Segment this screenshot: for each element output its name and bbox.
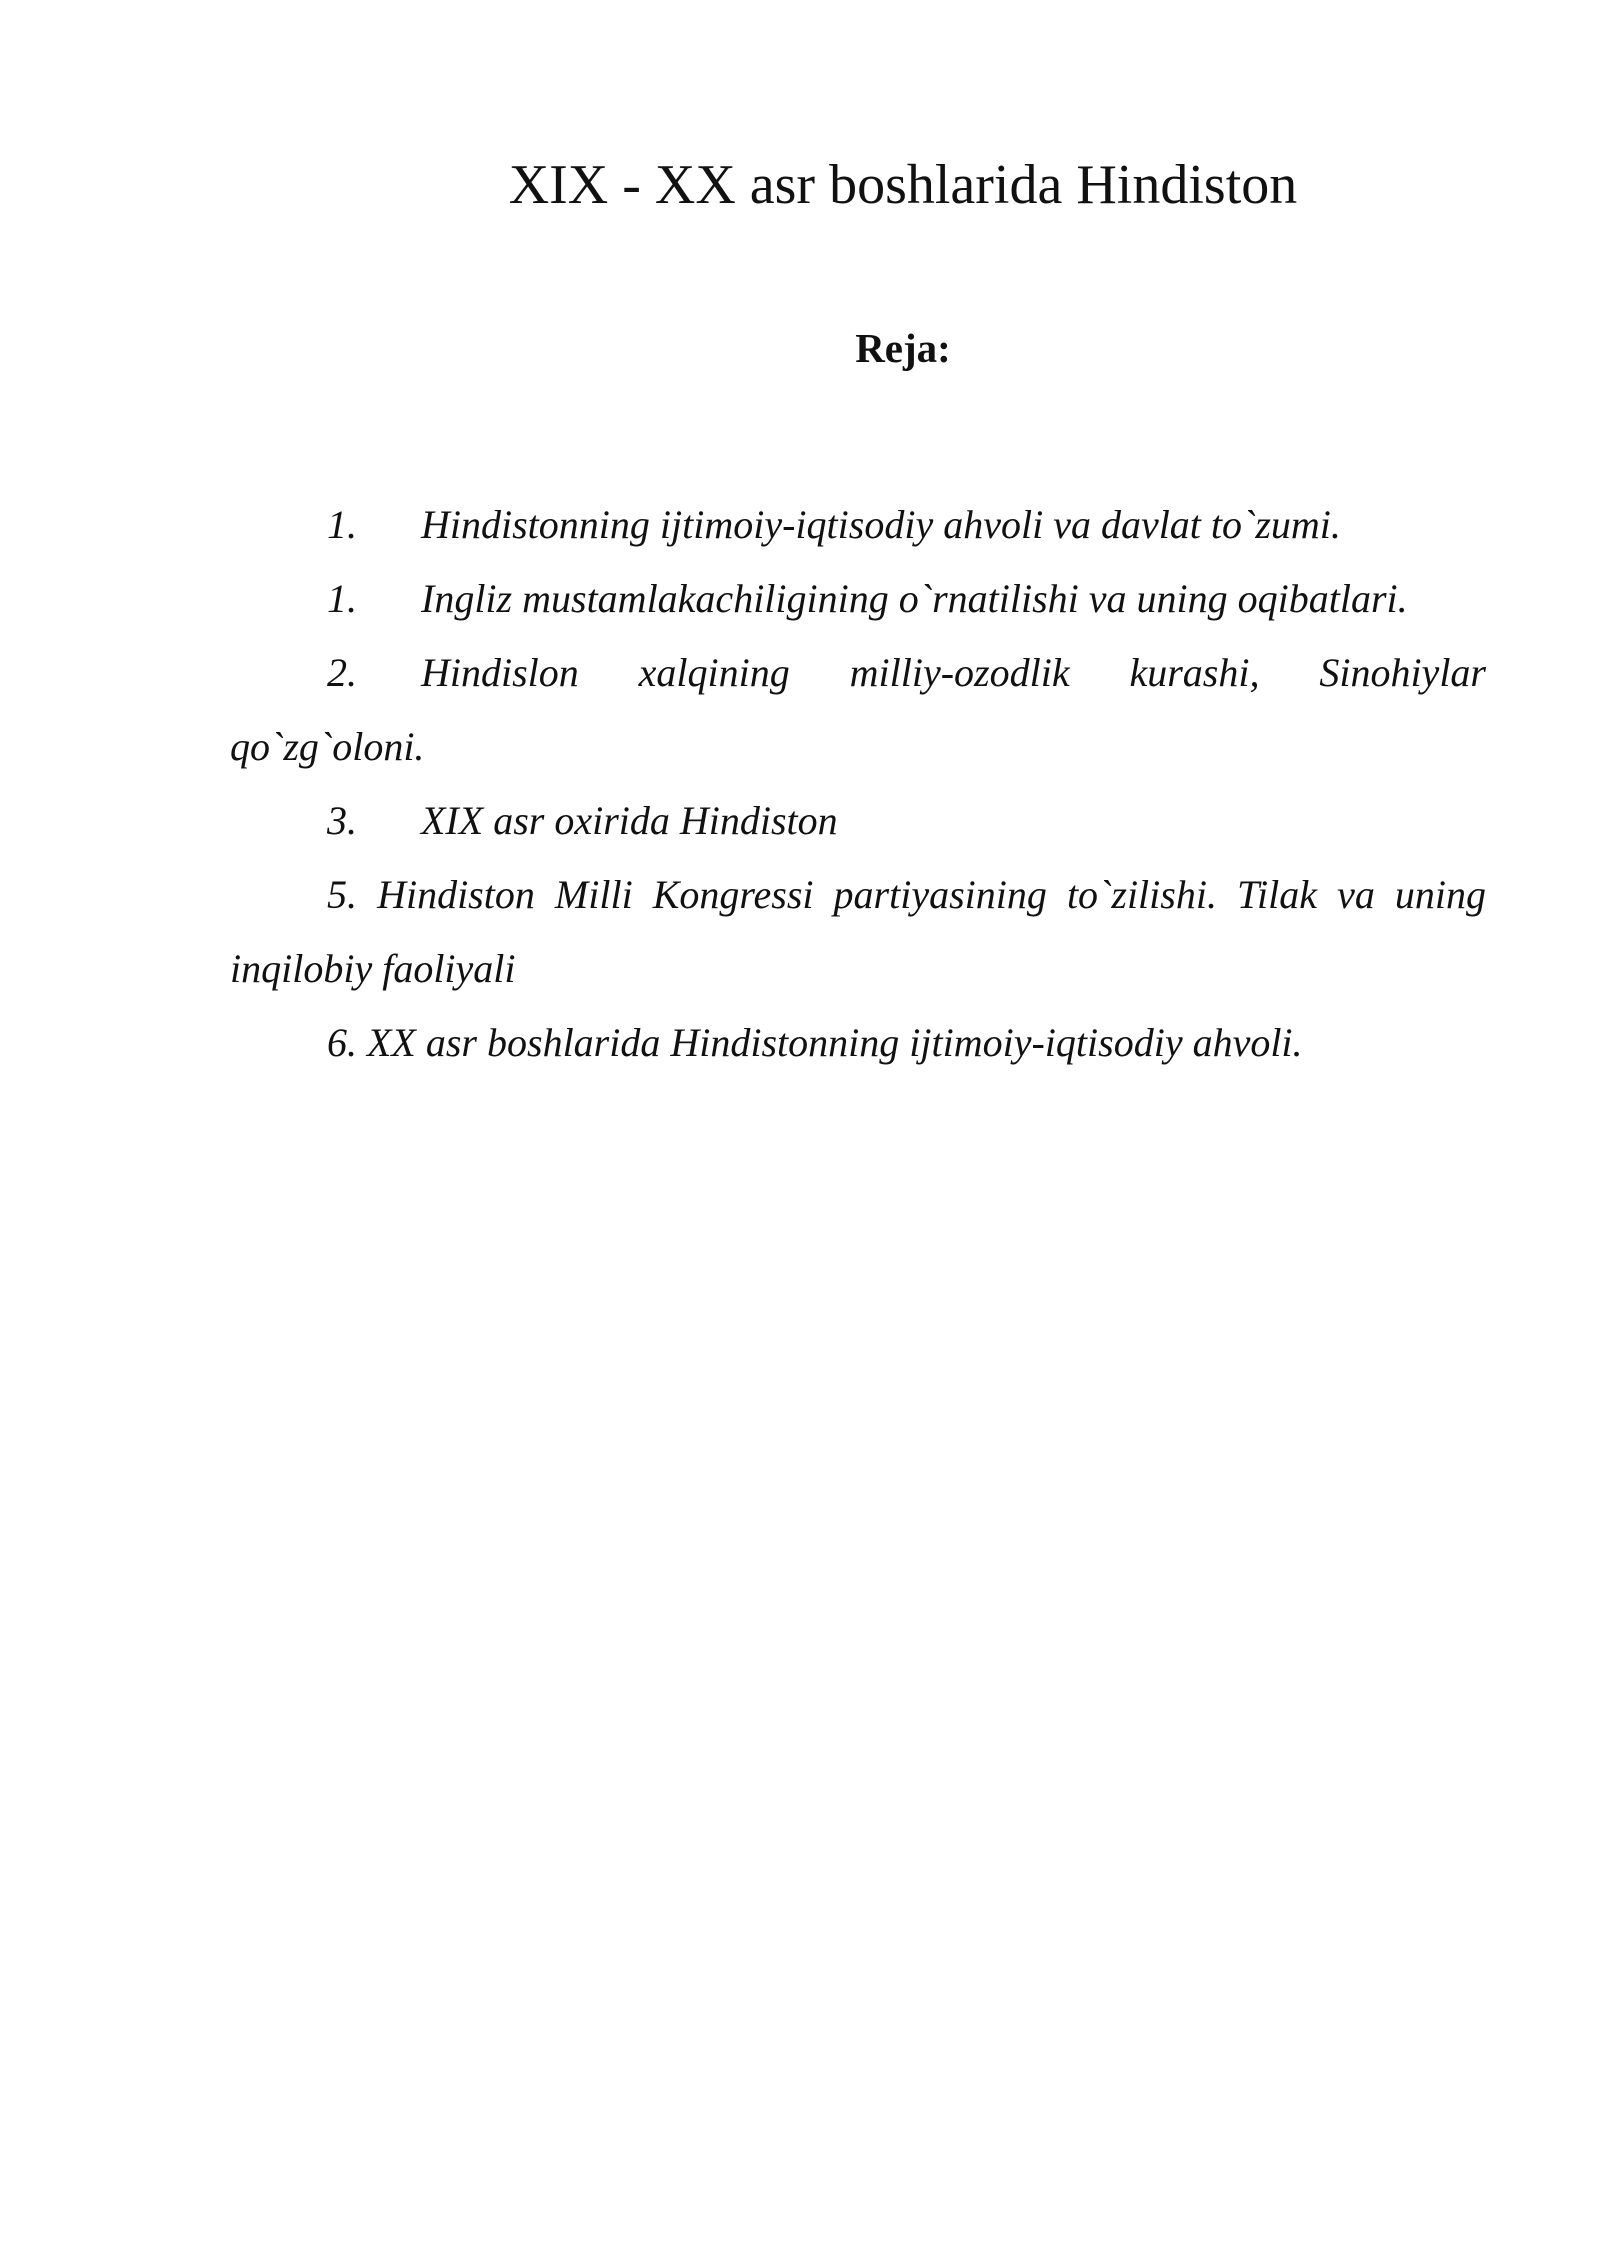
plan-item-text: Hindislon xalqining milliy-ozodlik kurashi, Sinohiylar qo`zg`oloni. — [230, 650, 1486, 769]
plan-item-text: XX asr boshlarida Hindistonning ijtimoiy-iqtisodiy ahvoli. — [367, 1020, 1303, 1065]
plan-item — [230, 858, 1486, 1006]
plan-list — [230, 488, 1486, 1080]
plan-item — [230, 488, 1486, 562]
plan-item — [230, 562, 1486, 636]
plan-item-number: 1. — [327, 576, 357, 621]
document-title: XIX - XX asr boshlarida Hindiston — [508, 154, 1298, 216]
plan-item-text: XIX asr oxirida Hindiston — [421, 798, 838, 843]
plan-item-number: 2. — [327, 650, 357, 695]
plan-item-text: Hindiston Milli Kongressi partiyasining to`zilishi. Tilak va uning inqilobiy faoliyali — [230, 872, 1487, 991]
plan-item — [230, 784, 1486, 858]
plan-item-text: Hindistonning ijtimoiy-iqtisodiy ahvoli va davlat to`zumi. — [421, 502, 1341, 547]
plan-item — [230, 636, 1486, 784]
plan-item-number: 6. — [327, 1020, 357, 1065]
plan-item-number: 1. — [327, 502, 357, 547]
plan-item-number: 5. — [327, 872, 357, 917]
plan-item — [230, 1006, 1486, 1080]
plan-item-number: 3. — [327, 798, 357, 843]
plan-heading: Reja: — [855, 325, 951, 371]
plan-item-text: Ingliz mustamlakachiligining o`rnatilishi va uning oqibatlari. — [421, 576, 1408, 621]
